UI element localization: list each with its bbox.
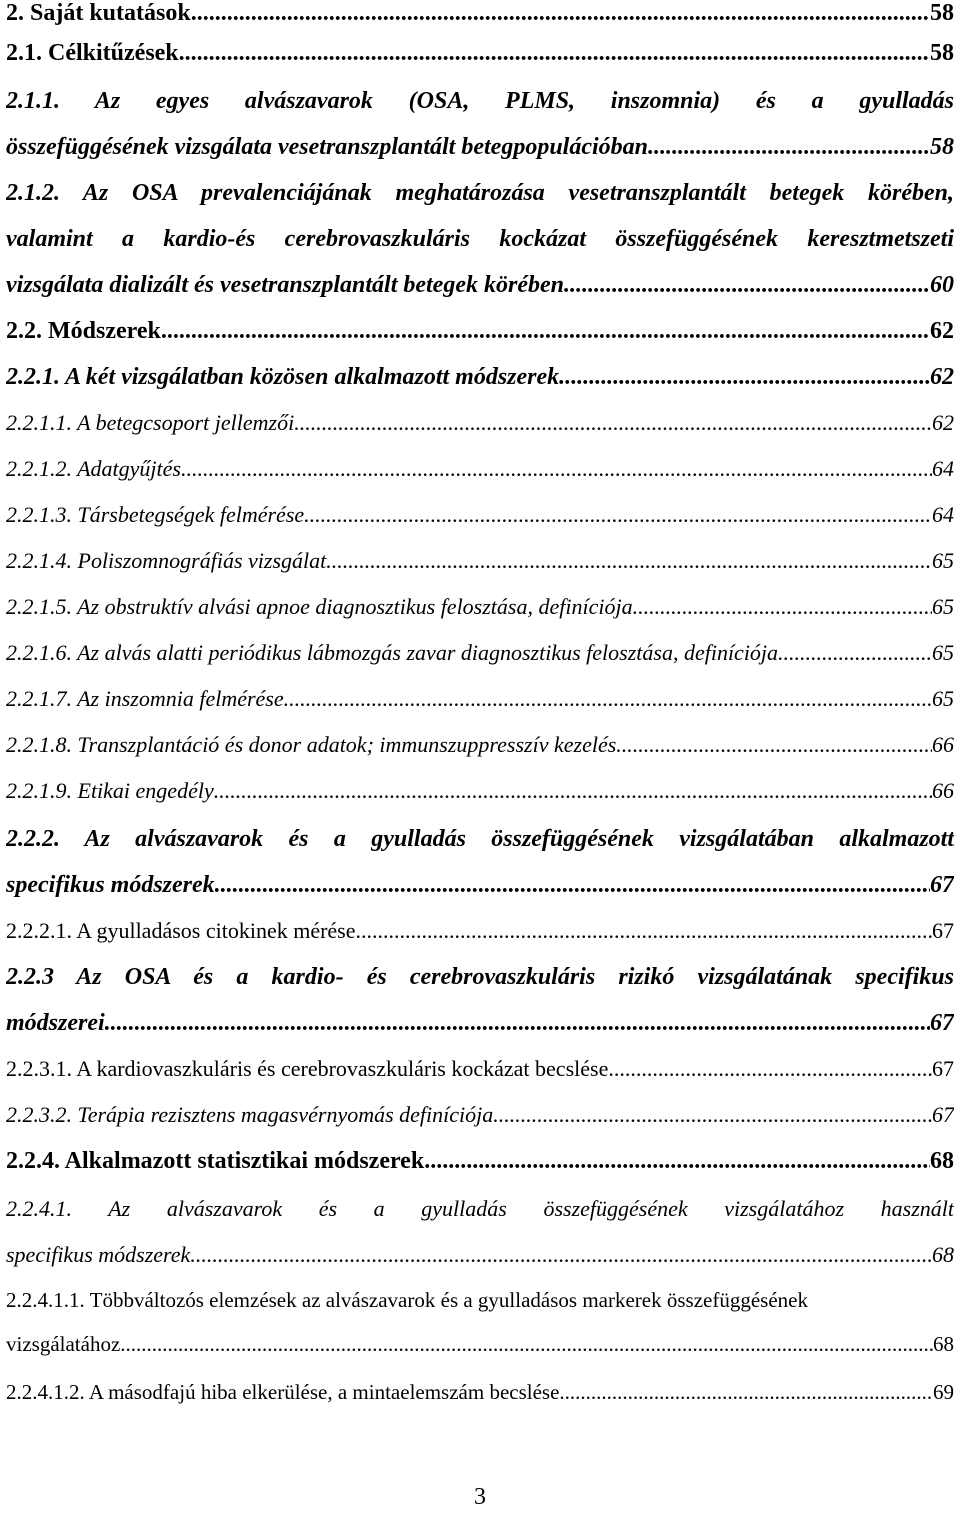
toc-entry: 2.2.1.9. Etikai engedély ..... 66 <box>6 778 954 818</box>
toc-entry: vizsgálata dializált és vesetranszplantált betegek körében ..... 60 <box>6 272 954 312</box>
toc-entry: 2.2.4. Alkalmazott statisztikai módszerek ..... 68 <box>6 1148 954 1188</box>
toc-entry: 2.2.1.8. Transzplantáció és donor adatok; immunszuppresszív kezelés ..... 66 <box>6 732 954 772</box>
toc-entry: 2.1.1. Az egyes alvászavarok (OSA, PLMS, inszomnia) és a gyulladás <box>6 88 954 114</box>
toc-entry: vizsgálatához ..... 68 <box>6 1332 954 1372</box>
toc-entry: specifikus módszerek ..... 67 <box>6 872 954 912</box>
page-number: 3 <box>474 1484 486 1510</box>
toc-entry: 2.2.1. A két vizsgálatban közösen alkalmazott módszerek ..... 62 <box>6 364 954 404</box>
toc-entry: 2.2.2. Az alvászavarok és a gyulladás összefüggésének vizsgálatában alkalmazott <box>6 826 954 852</box>
toc-entry: 2.2.3.2. Terápia rezisztens magasvérnyomás definíciója ..... 67 <box>6 1102 954 1142</box>
toc-entry: 2.2.1.1. A betegcsoport jellemzői ..... 62 <box>6 410 954 450</box>
toc-entry: 2.2.3 Az OSA és a kardio- és cerebrovaszkuláris rizikó vizsgálatának specifikus <box>6 964 954 990</box>
toc-entry: 2.2.1.5. Az obstruktív alvási apnoe diagnosztikus felosztása, definíciója ..... 65 <box>6 594 954 634</box>
toc-entry: 2.1.2. Az OSA prevalenciájának meghatározása vesetranszplantált betegek körében, <box>6 180 954 206</box>
toc-entry: 2.2.1.4. Poliszomnográfiás vizsgálat ..... 65 <box>6 548 954 588</box>
toc-entry: 2.2.1.3. Társbetegségek felmérése ..... 64 <box>6 502 954 542</box>
toc-entry: 2.2.1.2. Adatgyűjtés ..... 64 <box>6 456 954 496</box>
toc-entry: 2.2.4.1.1. Többváltozós elemzések az alvászavarok és a gyulladásos markerek összefüggésének <box>6 1288 808 1312</box>
toc-entry: összefüggésének vizsgálata vesetranszplantált betegpopulációban ..... 58 <box>6 134 954 174</box>
toc-entry: 2.2.2.1. A gyulladásos citokinek mérése ..... 67 <box>6 918 954 958</box>
toc-entry: módszerei ..... 67 <box>6 1010 954 1050</box>
toc-entry: 2.2.1.6. Az alvás alatti periódikus lábmozgás zavar diagnosztikus felosztása, definíciója ..... 65 <box>6 640 954 680</box>
toc-entry: specifikus módszerek ..... 68 <box>6 1242 954 1282</box>
toc-entry: 2.2.4.1.2. A másodfajú hiba elkerülése, a mintaelemszám becslése ..... 69 <box>6 1380 954 1420</box>
toc-entry: 2. Saját kutatások ..... 58 <box>6 0 954 40</box>
toc-entry: 2.2.1.7. Az inszomnia felmérése ..... 65 <box>6 686 954 726</box>
toc-entry: 2.2. Módszerek ..... 62 <box>6 318 954 358</box>
toc-entry: 2.2.4.1. Az alvászavarok és a gyulladás összefüggésének vizsgálatához használt <box>6 1196 954 1221</box>
toc-entry: valamint a kardio-és cerebrovaszkuláris kockázat összefüggésének keresztmetszeti <box>6 226 954 252</box>
toc-entry: 2.2.3.1. A kardiovaszkuláris és cerebrovaszkuláris kockázat becslése ..... 67 <box>6 1056 954 1096</box>
toc-entry: 2.1. Célkitűzések ..... 58 <box>6 40 954 80</box>
